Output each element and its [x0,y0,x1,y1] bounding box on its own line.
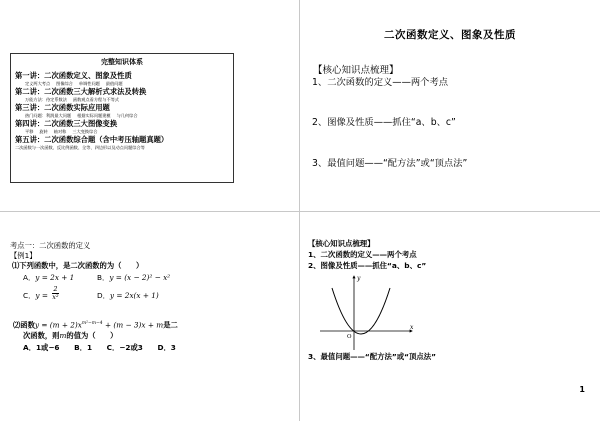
lecture-list [15,71,229,151]
origin-label: O [347,334,352,340]
question-1: ⑴下列函数中，是二次函数的为（ ） [12,261,144,270]
slide2-title: 二次函数定义、图象及性质 [384,29,516,41]
lecture-2-subtopics: 万能方法：待定系数法 函数观点看方程与不等式 [25,97,119,102]
q1-option-a: A．y = 2x + 1 [23,273,75,282]
parabola-curve [332,288,390,334]
slide4-item-1: 1、二次函数的定义——两个考点 [308,250,417,259]
lecture-4-subtopics: 平移 旋转 轴对称 三大变换综合 [25,129,98,134]
page-number: 1 [579,385,585,394]
lecture-1: 第一讲：二次函数定义、图象及性质 [15,71,132,80]
outline-box [10,53,234,183]
slide-knowledge-system [0,0,299,211]
slide4-heading: 【核心知识点梳理】 [308,239,375,248]
slide4-item-2: 2、图像及性质——抓住“a、b、c” [308,261,427,270]
q1-option-d: D．y = 2x(x + 1) [97,291,159,300]
q1-option-c: C．y = $\frac{2}{\text{x²}}$ [23,285,59,301]
slide2-heading: 【核心知识点梳理】 [313,65,399,76]
lecture-3-subtopics: 热门问题：利润最大问题 根据实际问题建模 与几何综合 [25,113,138,118]
question-2-line-1: ⑵函数$y = (m + 2)x^{m^2-m-4} + (m - 3)x + m$是二 [13,320,178,330]
slide-core-points [300,212,600,421]
slide2-item-2: 2、图像及性质——抓住“a、b、c” [312,117,456,128]
outline-title: 完整知识体系 [101,58,143,66]
lecture-5-subtopics: 二次函数与一次函数、反比例函数、全等、四边形以及动点问题综合等 [15,145,145,150]
question-2-line-2: 次函数，则m的值为（ ） [23,331,118,340]
slide4-item-3: 3、最值问题——“配方法”或“顶点法” [308,352,437,361]
x-axis-label: x [410,324,414,331]
question-2-options: A．1或−6 B．1 C．−2或3 D．3 [23,343,176,352]
fraction: $\frac{2}{\text{x²}}$ [52,285,59,301]
lecture-1-subtopics: 定义两大考点 图像综合 单调性问题 最值问题 [25,81,123,86]
example-label: 【例1】 [10,251,37,260]
lecture-5: 第五讲：二次函数综合题（含中考压轴题真题） [15,135,169,144]
slide-example-1 [0,212,299,421]
lecture-3: 第三讲：二次函数实际应用题 [15,103,110,112]
parabola-graph [318,272,418,352]
q1-option-b: B．y = (x − 2)² − x² [97,273,171,282]
slide2-item-3: 3、最值问题——“配方法”或“顶点法” [312,158,468,169]
slide-definition-overview [300,0,600,211]
slide2-item-1: 1、二次函数的定义——两个考点 [312,77,449,88]
y-axis-label: y [357,275,361,282]
lecture-2: 第二讲：二次函数三大解析式求法及转换 [15,87,147,96]
topic-heading: 考点一：二次函数的定义 [10,241,91,250]
lecture-4: 第四讲：二次函数三大图像变换 [15,119,118,128]
